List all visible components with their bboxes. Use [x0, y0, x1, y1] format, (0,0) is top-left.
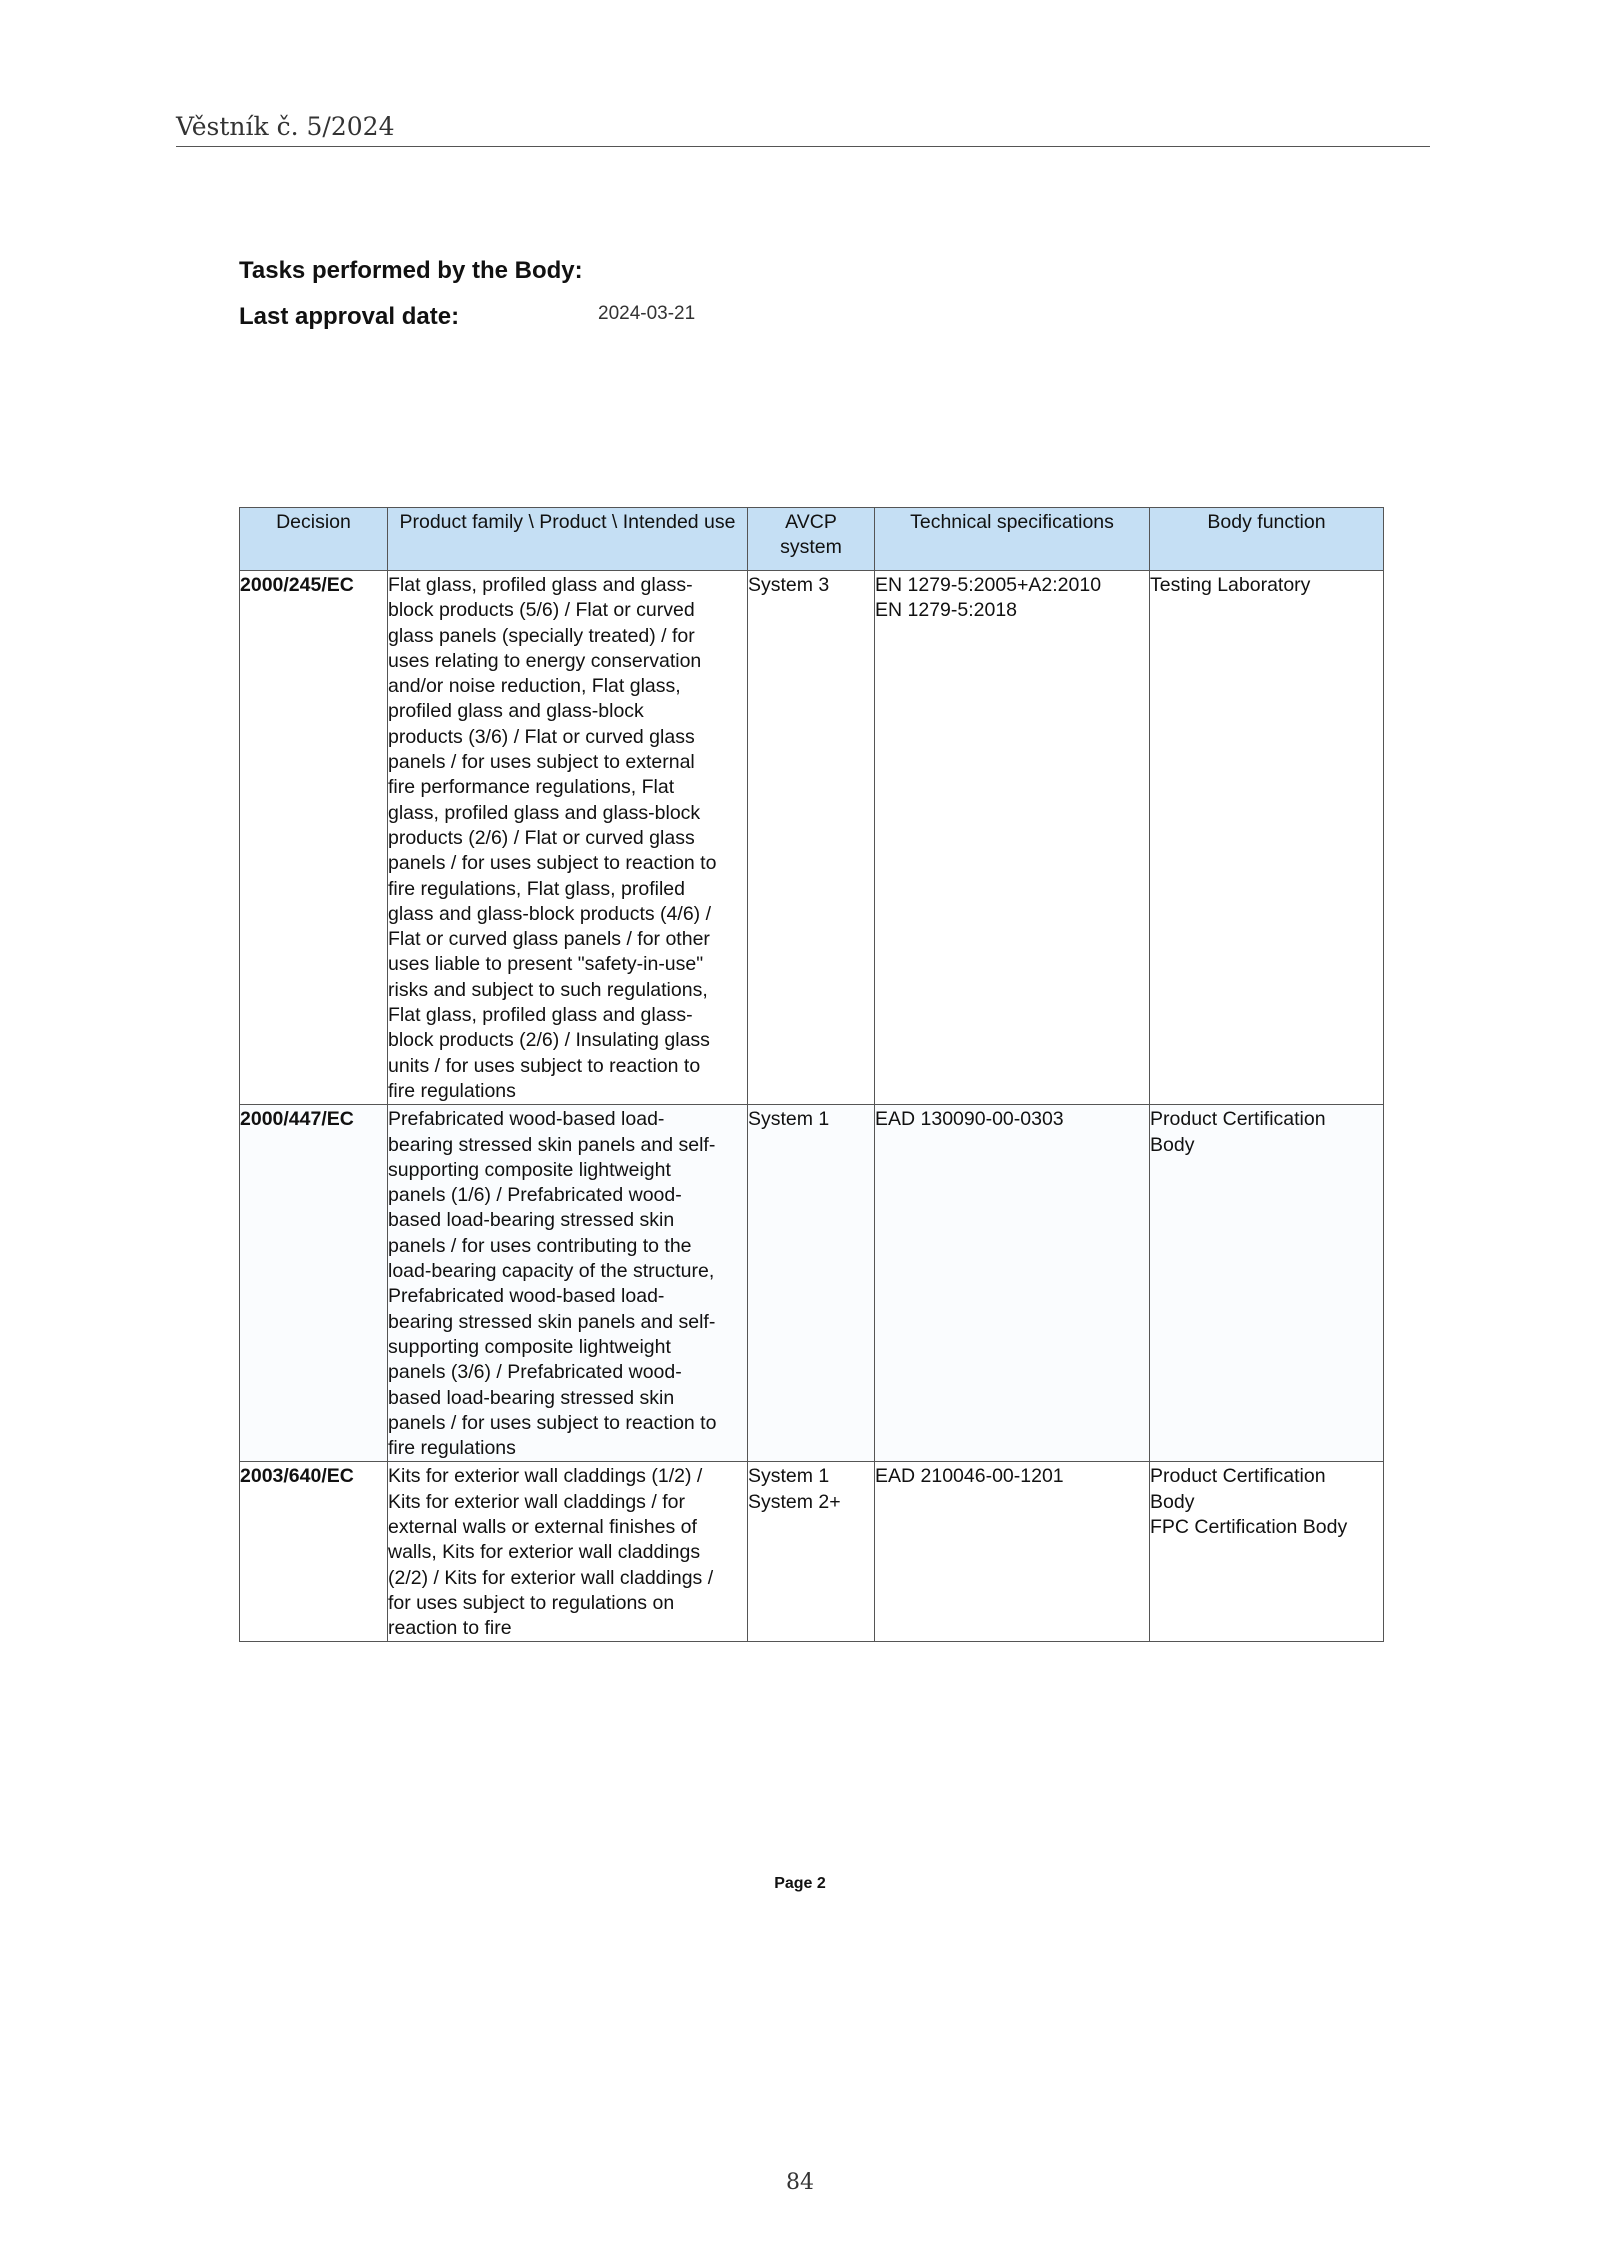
cell-techspec: EN 1279-5:2005+A2:2010 EN 1279-5:2018 — [875, 571, 1150, 1105]
cell-function: Product Certification Body — [1150, 1105, 1384, 1462]
page-label: Page 2 — [774, 1875, 826, 1892]
tasks-label: Tasks performed by the Body: — [239, 257, 583, 284]
cell-product: Prefabricated wood-based load- bearing stressed skin panels and self- supporting composite lightweight panels (1/6) / Prefabricated wood- based load-bearing stressed skin panels / for uses contributing to the load-bearing capacity of the structure, Prefabricated wood-based load- bearing stressed skin panels and self- supporting composite lightweight panels (3/6) / Prefabricated wood- based load-bearing stressed skin panels / for uses subject to reaction to fire regulations — [388, 1105, 748, 1462]
cell-avcp: System 1 System 2+ — [748, 1462, 875, 1642]
cell-function: Product Certification Body FPC Certification Body — [1150, 1462, 1384, 1642]
cell-decision: 2000/447/EC — [240, 1105, 388, 1462]
cell-decision: 2000/245/EC — [240, 571, 388, 1105]
header-avcp: AVCP system — [748, 508, 875, 571]
cell-avcp: System 1 — [748, 1105, 875, 1462]
header-techspec: Technical specifications — [875, 508, 1150, 571]
header-product: Product family \ Product \ Intended use — [388, 508, 748, 571]
cell-techspec: EAD 130090-00-0303 — [875, 1105, 1150, 1462]
running-head: Věstník č. 5/2024 — [176, 112, 395, 141]
table-row — [240, 1105, 1384, 1462]
cell-product: Flat glass, profiled glass and glass- block products (5/6) / Flat or curved glass panels (specially treated) / for uses relating to energy conservation and/or noise reduction, Flat glass, profiled glass and glass-block products (3/6) / Flat or curved glass panels / for uses subject to external fire performance regulations, Flat glass, profiled glass and glass-block products (2/6) / Flat or curved glass panels / for uses subject to reaction to fire regulations, Flat glass, profiled glass and glass-block products (4/6) / Flat or curved glass panels / for other uses liable to present "safety-in-use" risks and subject to such regulations, Flat glass, profiled glass and glass- block products (2/6) / Insulating glass units / for uses subject to reaction to fire regulations — [388, 571, 748, 1105]
cell-techspec: EAD 210046-00-1201 — [875, 1462, 1150, 1642]
cell-avcp: System 3 — [748, 571, 875, 1105]
table-row — [240, 1462, 1384, 1642]
approval-date-value: 2024-03-21 — [598, 303, 696, 324]
page-number: 84 — [786, 2170, 814, 2195]
header-function: Body function — [1150, 508, 1384, 571]
approval-date-label: Last approval date: — [239, 303, 460, 330]
header-rule — [176, 146, 1430, 147]
cell-product: Kits for exterior wall claddings (1/2) / Kits for exterior wall claddings / for external walls or external finishes of walls, Kits for exterior wall claddings (2/2) / Kits for exterior wall claddings / for uses subject to regulations on reaction to fire — [388, 1462, 748, 1642]
table-row — [240, 571, 1384, 1105]
header-decision: Decision — [240, 508, 388, 571]
cell-decision: 2003/640/EC — [240, 1462, 388, 1642]
decisions-table — [239, 507, 1384, 1642]
table-header-row — [240, 508, 1384, 571]
cell-function: Testing Laboratory — [1150, 571, 1384, 1105]
